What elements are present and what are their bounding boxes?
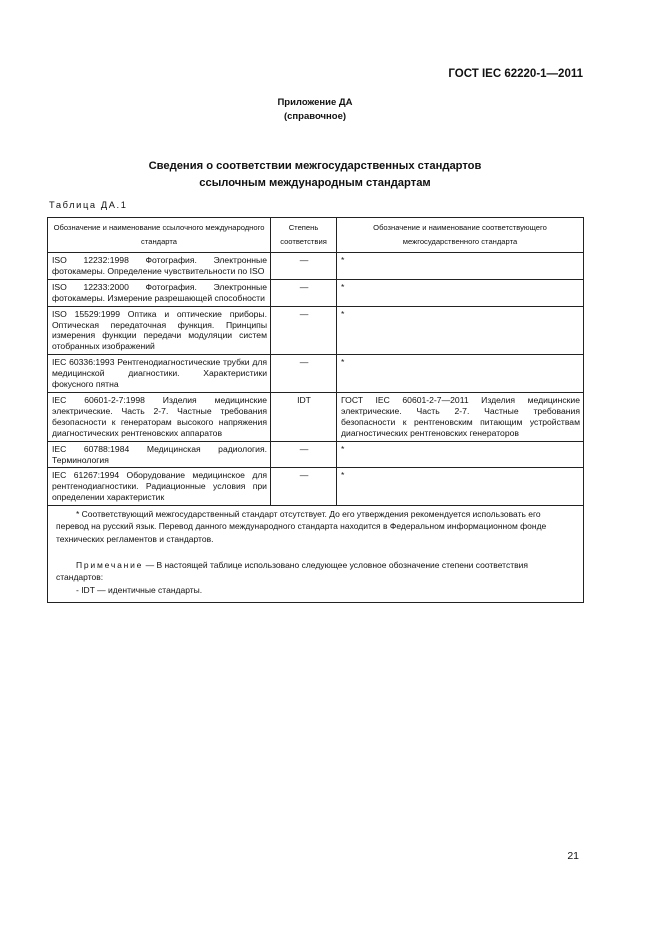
- table-row: [48, 253, 584, 280]
- table-caption: Таблица ДА.1: [49, 200, 128, 210]
- degree-cell: —: [271, 441, 337, 468]
- degree-cell: —: [271, 306, 337, 355]
- table-row: [48, 355, 584, 393]
- interstate-standard-cell: *: [337, 253, 584, 280]
- international-standard-cell: ISO 12232:1998 Фотография. Электронные фотокамеры. Определение чувствительности по ISO: [48, 253, 271, 280]
- annex-type: (справочное): [283, 111, 347, 122]
- international-standard-cell: ISO 15529:1999 Оптика и оптические приборы. Оптическая передаточная функция. Принципы измерения функции передачи модуляции систем отобранных изображений: [48, 306, 271, 355]
- interstate-standard-cell: ГОСТ IEC 60601-2-7—2011 Изделия медицинские электрические. Часть 2-7. Частные требования безопасности к рентгеновским питающим устройствам диагностических рентгеновских генераторов: [337, 392, 584, 441]
- international-standard-cell: IEC 60788:1984 Медицинская радиология. Терминология: [48, 441, 271, 468]
- section-title-line-1: Сведения о соответствии межгосударственных стандартов: [148, 160, 482, 172]
- degree-cell: —: [271, 355, 337, 393]
- international-standard-cell: IEC 60336:1993 Рентгенодиагностические трубки для медицинской диагностики. Характеристики фокусного пятна: [48, 355, 271, 393]
- international-standard-cell: IEC 61267:1994 Оборудование медицинское для рентгенодиагностики. Радиационные условия при определении характеристик: [48, 468, 271, 506]
- interstate-standard-cell: *: [337, 279, 584, 306]
- table-footnote-row: [48, 506, 584, 603]
- interstate-standard-cell: *: [337, 355, 584, 393]
- footnote-text: * Соответствующий межгосударственный стандарт отсутствует. До его утверждения рекомендуется использовать его перевод на русский язык. Перевод данного международного стандарта находится в Федеральном информационном фонде технических регламентов и стандартов.: [56, 509, 547, 544]
- international-standard-cell: IEC 60601-2-7:1998 Изделия медицинские электрические. Часть 2-7. Частные требования безопасности к генераторам высокого напряжения диагностических рентгеновских аппаратов: [48, 392, 271, 441]
- interstate-standard-cell: *: [337, 441, 584, 468]
- degree-cell: —: [271, 253, 337, 280]
- column-header-interstate: Обозначение и наименование соответствующего межгосударственного стандарта: [337, 218, 584, 253]
- table-row: [48, 441, 584, 468]
- table-row: [48, 468, 584, 506]
- document-code: ГОСТ IEC 62220-1—2011: [448, 68, 583, 80]
- section-title-line-2: ссылочным международным стандартам: [199, 177, 431, 189]
- page-number: 21: [567, 850, 579, 862]
- interstate-standard-cell: *: [337, 468, 584, 506]
- standards-table: [47, 217, 584, 603]
- note-paragraph: [56, 559, 575, 584]
- degree-cell: IDT: [271, 392, 337, 441]
- table-row: [48, 279, 584, 306]
- table-row: [48, 306, 584, 355]
- section-title: [0, 158, 630, 192]
- annex-heading: [0, 96, 630, 124]
- degree-cell: —: [271, 279, 337, 306]
- note-label: Примечание: [76, 560, 144, 571]
- note-item: - IDT — идентичные стандарты.: [76, 584, 203, 595]
- column-header-international: Обозначение и наименование ссылочного международного стандарта: [48, 218, 271, 253]
- table-footnotes: [48, 506, 584, 603]
- international-standard-cell: ISO 12233:2000 Фотография. Электронные фотокамеры. Измерение разрешающей способности: [48, 279, 271, 306]
- degree-cell: —: [271, 468, 337, 506]
- annex-title: Приложение ДА: [277, 97, 353, 108]
- column-header-degree: Степень соответствия: [271, 218, 337, 253]
- table-header-row: [48, 218, 584, 253]
- interstate-standard-cell: *: [337, 306, 584, 355]
- table-row: [48, 392, 584, 441]
- note-text: — В настоящей таблице использовано следующее условное обозначение степени соответствия стандартов:: [56, 560, 528, 583]
